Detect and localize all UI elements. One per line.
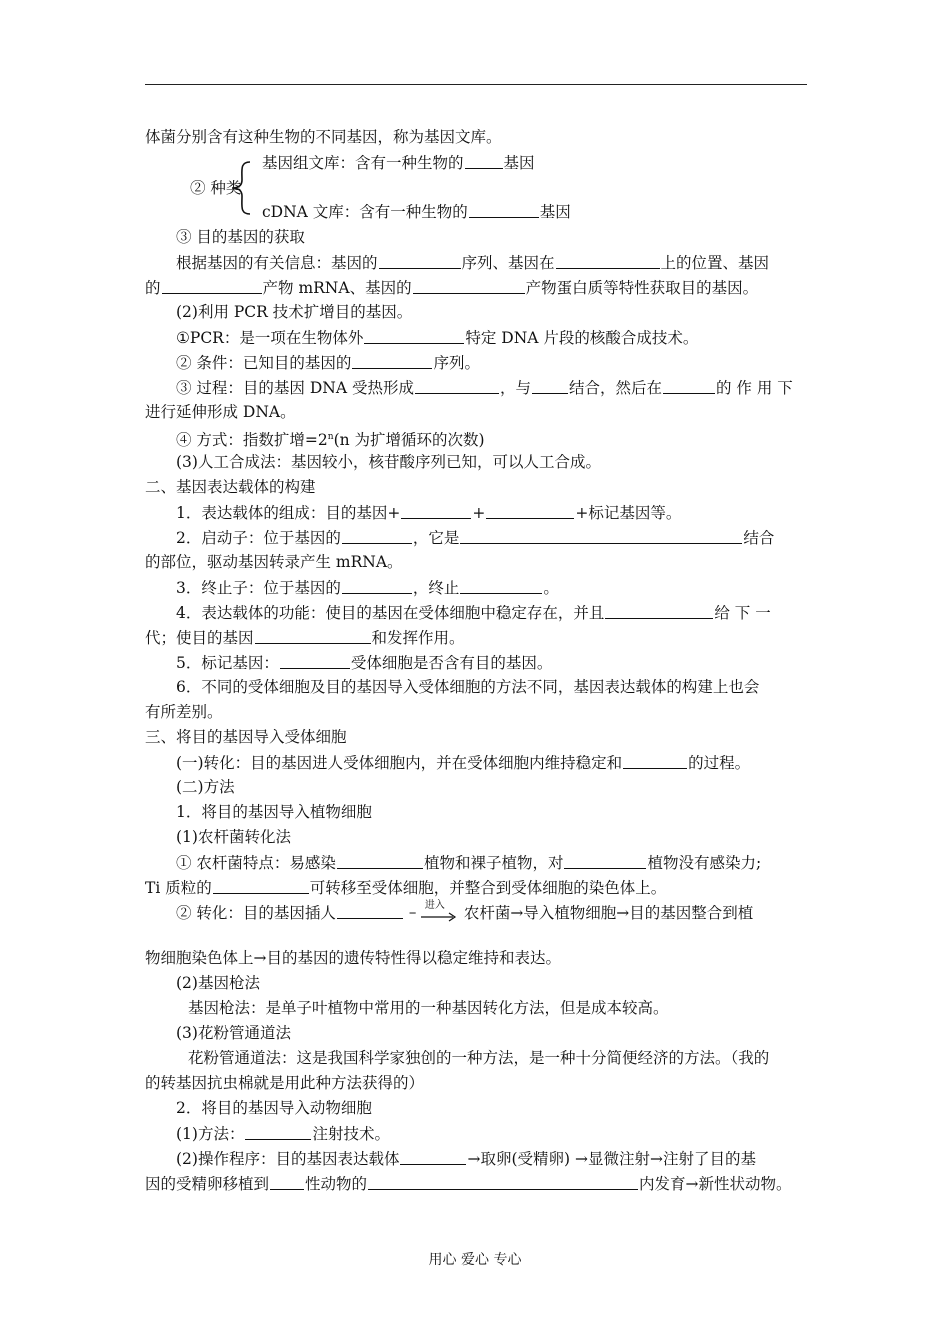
text-line: 物细胞染色体上→目的基因的遗传特性得以稳定维持和表达。 bbox=[145, 949, 561, 967]
blank bbox=[245, 1123, 311, 1140]
blank bbox=[401, 502, 471, 519]
blank bbox=[663, 377, 715, 394]
blank bbox=[400, 1148, 466, 1165]
blank bbox=[352, 352, 432, 369]
text-line: 基因枪法：是单子叶植物中常用的一种基因转化方法，但是成本较高。 bbox=[188, 999, 669, 1017]
blank bbox=[337, 902, 403, 919]
text-line: 体菌分别含有这种生物的不同基因，称为基因文库。 bbox=[145, 128, 502, 146]
blank bbox=[368, 1173, 638, 1190]
blank bbox=[413, 277, 525, 294]
text-line: ② 种类 bbox=[190, 179, 242, 197]
text-line: (1)方法： 注射技术。 bbox=[176, 1125, 390, 1143]
text-line: 3．终止子：位于基因的 ，终止 。 bbox=[176, 579, 559, 597]
blank bbox=[623, 752, 687, 769]
text-line: 的部位，驱动基因转录产生 mRNA。 bbox=[145, 553, 403, 571]
text-line: (2)基因枪法 bbox=[176, 974, 260, 992]
text-line: ② 条件：已知目的基因的 序列。 bbox=[176, 354, 480, 372]
arrow-icon: – 进入 bbox=[409, 902, 459, 922]
blank bbox=[337, 852, 423, 869]
blank bbox=[364, 327, 464, 344]
blank bbox=[213, 877, 309, 894]
blank bbox=[469, 201, 539, 218]
text-line: 有所差别。 bbox=[145, 703, 223, 721]
blank bbox=[162, 277, 262, 294]
section-heading: 二、基因表达载体的构建 bbox=[145, 478, 316, 496]
blank bbox=[605, 602, 713, 619]
section-heading: 三、将目的基因导入受体细胞 bbox=[145, 728, 347, 746]
header-rule bbox=[145, 84, 807, 85]
blank bbox=[556, 252, 660, 269]
text-line: (2)操作程序：目的基因表达载体 →取卵(受精卵) →显微注射→注射了目的基 bbox=[176, 1150, 756, 1168]
blank bbox=[465, 152, 503, 169]
text-line: 花粉管通道法：这是我国科学家独创的一种方法，是一种十分简便经济的方法。（我的 bbox=[188, 1049, 770, 1067]
text-line: ③ 目的基因的获取 bbox=[176, 228, 305, 246]
text-line: (2)利用 PCR 技术扩增目的基因。 bbox=[176, 303, 413, 321]
text-line: Ti 质粒的 可转移至受体细胞，并整合到受体细胞的染色体上。 bbox=[145, 879, 667, 897]
text-line: (二)方法 bbox=[176, 778, 235, 796]
blank bbox=[415, 377, 499, 394]
blank bbox=[280, 652, 350, 669]
text-line: 的 产物 mRNA、基因的 产物蛋白质等特性获取目的基因。 bbox=[145, 279, 759, 297]
blank bbox=[342, 527, 412, 544]
text-line: 进行延伸形成 DNA。 bbox=[145, 403, 296, 421]
blank bbox=[460, 577, 542, 594]
text-line: ④ 方式：指数扩增$=2^n(n$ 为扩增循环的次数) bbox=[176, 431, 485, 450]
text-line: cDNA 文库：含有一种生物的 基因 bbox=[262, 203, 571, 221]
text-line: 2．将目的基因导入动物细胞 bbox=[176, 1099, 372, 1117]
text-line: 6．不同的受体细胞及目的基因导入受体细胞的方法不同，基因表达载体的构建上也会 bbox=[176, 678, 760, 696]
blank bbox=[270, 1173, 304, 1190]
text-line: (1)农杆菌转化法 bbox=[176, 828, 291, 846]
text-line: 基因组文库：含有一种生物的 基因 bbox=[262, 154, 535, 172]
blank bbox=[486, 502, 574, 519]
brace-icon bbox=[228, 160, 254, 216]
text-line: 根据基因的有关信息：基因的 序列、基因在 上的位置、基因 bbox=[176, 254, 770, 272]
text-line: (3)花粉管通道法 bbox=[176, 1024, 291, 1042]
text-line: 5．标记基因： 受体细胞是否含有目的基因。 bbox=[176, 654, 553, 672]
blank bbox=[379, 252, 461, 269]
text-line: ① 农杆菌特点：易感染 植物和裸子植物，对 植物没有感染力; bbox=[176, 854, 762, 872]
text-line: 代；使目的基因 和发挥作用。 bbox=[145, 629, 465, 647]
text-line: ①PCR：是一项在生物体外 特定 DNA 片段的核酸合成技术。 bbox=[176, 329, 699, 347]
text-line: 的转基因抗虫棉就是用此种方法获得的） bbox=[145, 1074, 425, 1092]
page-footer: 用心 爱心 专心 bbox=[428, 1252, 522, 1268]
blank bbox=[532, 377, 568, 394]
text-line: 2．启动子：位于基因的 ，它是 结合 bbox=[176, 529, 775, 547]
text-line: ③ 过程：目的基因 DNA 受热形成 ，与 结合，然后在 的 作 用 下 bbox=[176, 379, 793, 397]
text-line: 因的受精卵移植到 性动物的 内发育→新性状动物。 bbox=[145, 1175, 792, 1193]
text-line: 1．表达载体的组成：目的基因+ + +标记基因等。 bbox=[176, 504, 682, 522]
text-line: ② 转化：目的基因插人 – 进入 农杆菌→导入植物细胞→目的基因整合到植 bbox=[176, 900, 754, 922]
text-line: (一)转化：目的基因进人受体细胞内，并在受体细胞内维持稳定和 的过程。 bbox=[176, 754, 751, 772]
blank bbox=[255, 627, 371, 644]
text-line: 1．将目的基因导入植物细胞 bbox=[176, 803, 372, 821]
text-line: (3)人工合成法：基因较小，核苷酸序列已知，可以人工合成。 bbox=[176, 453, 601, 471]
text-line: 4．表达载体的功能：使目的基因在受体细胞中稳定存在，并且 给 下 一 bbox=[176, 604, 771, 622]
blank bbox=[460, 527, 742, 544]
blank bbox=[564, 852, 646, 869]
blank bbox=[342, 577, 412, 594]
